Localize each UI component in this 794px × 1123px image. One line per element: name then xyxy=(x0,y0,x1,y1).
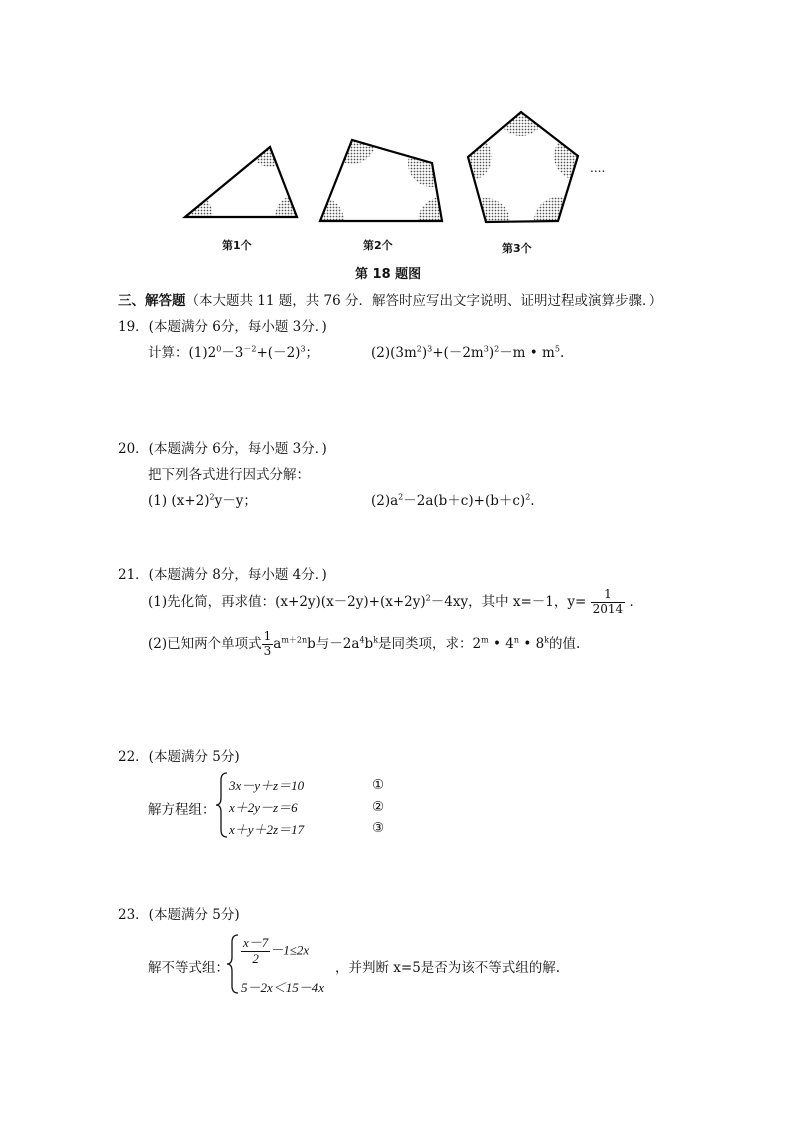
q23-head: 23．(本题满分 5分) xyxy=(118,907,240,923)
q21-p2-h: 的值. xyxy=(549,635,581,652)
q19-p1-b: －3 xyxy=(221,345,244,361)
q19-p2-sup1: 2 xyxy=(416,344,422,354)
q23-ineq1-num: x－7 xyxy=(243,935,269,950)
triangle-shape xyxy=(170,127,319,245)
q20-p1-b: y－y； xyxy=(214,493,257,509)
q22-eq2: x＋2y－z＝6 xyxy=(229,800,298,815)
q21-p2-c: b与－2a xyxy=(307,635,360,652)
pentagon-shape xyxy=(444,95,602,246)
q22-mark1: ① xyxy=(372,777,385,793)
q19-part1 xyxy=(148,341,319,361)
q23-ineq2: 5－2x＜15－4x xyxy=(241,980,325,995)
q21-p1-fraction xyxy=(591,588,626,617)
q19-p2-e: －m • m xyxy=(499,345,555,361)
q21-p2-sup4: m xyxy=(481,635,489,645)
q19-p2-sup5: 5 xyxy=(554,344,560,354)
q21-p2-d: b xyxy=(364,635,374,652)
q20-part1 xyxy=(148,489,257,509)
q20-p2-b: －2a(b＋c)+(b＋c) xyxy=(403,493,526,509)
q21-head: 21．(本题满分 8分，每小题 4分．) xyxy=(118,567,327,583)
q19-p1-sup3: 3 xyxy=(300,344,306,354)
q21-p1-sup: 2 xyxy=(425,593,431,603)
q21-p2-sup3: k xyxy=(373,635,379,645)
section-heading xyxy=(118,289,662,309)
q20-part2 xyxy=(371,489,535,509)
figure-caption-1: 第1个 xyxy=(222,239,252,252)
q23-label: 解不等式组： xyxy=(148,960,229,976)
figure-caption-3: 第3个 xyxy=(502,242,532,255)
q19-p2-a: (2)(3m xyxy=(371,345,417,361)
q23-brace xyxy=(226,934,240,994)
q19-part2 xyxy=(371,341,564,361)
q19-head: 19．(本题满分 6分，每小题 3分．) xyxy=(118,319,327,335)
q21-p2-b: a xyxy=(273,635,282,652)
q20-p2-sup2: 2 xyxy=(525,492,531,502)
q20-p1-sup: 2 xyxy=(209,492,215,502)
figure-18 xyxy=(170,95,630,265)
figure-ellipsis: .... xyxy=(590,161,606,175)
q21-p2-a: (2)已知两个单项式 xyxy=(148,635,262,652)
q21-p2-num: 1 xyxy=(263,629,272,643)
q20-p1-a: (1) (x+2) xyxy=(148,493,210,509)
q21-p2-fraction xyxy=(262,630,274,659)
q20-p2-sup1: 2 xyxy=(398,492,404,502)
q20-p2-a: (2)a xyxy=(371,493,399,509)
q22-eq3: x＋y＋2z＝17 xyxy=(229,822,305,837)
q19-p2-d: ) xyxy=(488,345,495,361)
q19-p2-b: ) xyxy=(421,345,428,361)
q22-mark2: ② xyxy=(372,799,385,815)
q21-p2-sup6: k xyxy=(544,635,550,645)
q23-ineq1 xyxy=(241,936,309,967)
q23-ineq1-fraction xyxy=(241,936,270,967)
q19-p2-sup3: 3 xyxy=(483,344,489,354)
q21-p1-a: (1)先化简，再求值：(x+2y)(x－2y)+(x+2y) xyxy=(148,593,426,610)
q22-eq1: 3x－y＋z＝10 xyxy=(229,778,305,793)
q21-p2-sup2: 4 xyxy=(359,635,365,645)
q21-p2-g: • 8 xyxy=(519,635,545,652)
q19-p2-f: . xyxy=(559,345,565,361)
q19-p2-sup4: 2 xyxy=(494,344,500,354)
q21-p1-num: 1 xyxy=(591,588,626,603)
q22-label: 解方程组： xyxy=(148,802,216,818)
q21-p1-end: ． xyxy=(629,593,643,610)
figure-caption-2: 第2个 xyxy=(363,239,393,252)
q21-p1-den: 2014 xyxy=(592,601,624,616)
q21-p2-sup5: n xyxy=(513,635,520,645)
quadrilateral-shape xyxy=(296,116,466,245)
q19-p1-a: (1)2 xyxy=(188,345,217,361)
q19-p1-sup1: 0 xyxy=(216,344,222,354)
q21-part2 xyxy=(148,630,580,659)
figure-title: 第 18 题图 xyxy=(355,267,422,282)
q19-p1-sup2: －2 xyxy=(243,344,257,354)
q21-p2-f: • 4 xyxy=(488,635,514,652)
q19-label: 计算： xyxy=(148,345,189,361)
q20-p2-c: . xyxy=(530,493,535,509)
q21-p2-den: 3 xyxy=(263,643,272,658)
q19-p2-c: +(－2m xyxy=(432,345,484,361)
q22-mark3: ③ xyxy=(372,820,385,836)
q20-intro: 把下列各式进行因式分解： xyxy=(148,467,310,483)
q21-p2-sup1: m＋2n xyxy=(281,635,308,645)
q19-p1-c: +(－2) xyxy=(256,345,301,361)
q23-tail: ，并判断 x=5是否为该不等式组的解. xyxy=(335,960,561,976)
q21-p1-b: －4xy，其中 x=－1，y= xyxy=(430,593,587,610)
q21-part1 xyxy=(148,588,643,617)
q22-head: 22．(本题满分 5分) xyxy=(118,749,240,765)
q21-p2-e: 是同类项，求：2 xyxy=(378,635,482,652)
q20-head: 20．(本题满分 6分，每小题 3分．) xyxy=(118,441,327,457)
q23-ineq1-rest: －1≤2x xyxy=(270,942,310,958)
q23-ineq1-den: 2 xyxy=(252,950,259,966)
section-heading-bold: 三、解答题 xyxy=(118,293,186,309)
q19-p1-d: ； xyxy=(305,345,320,361)
q22-brace xyxy=(215,772,229,838)
q19-p2-sup2: 3 xyxy=(427,344,433,354)
section-heading-rest: （本大题共 11 题，共 76 分．解答时应写出文字说明、证明过程或演算步骤．） xyxy=(185,293,663,309)
